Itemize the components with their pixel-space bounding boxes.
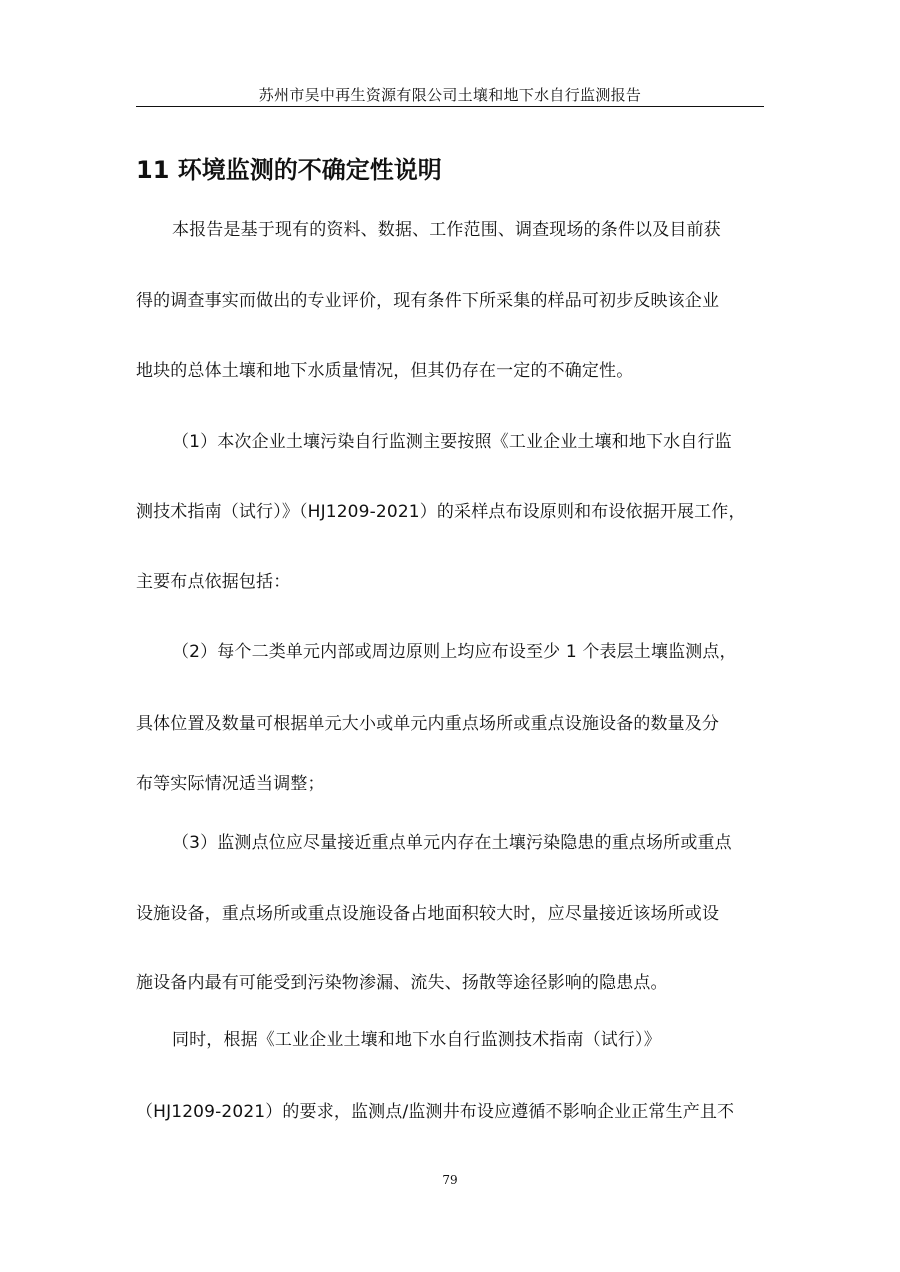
body-line-8: 具体位置及数量可根据单元大小或单元内重点场所或重点设施设备的数量及分 <box>136 714 720 734</box>
header-rule <box>136 106 764 107</box>
body-line-9: 布等实际情况适当调整； <box>136 774 325 794</box>
section-title: 11 环境监测的不确定性说明 <box>136 156 442 184</box>
body-line-10: （3）监测点位应尽量接近重点单元内存在土壤污染隐患的重点场所或重点 <box>172 833 732 853</box>
body-line-4: （1）本次企业土壤污染自行监测主要按照《工业企业土壤和地下水自行监 <box>172 432 732 452</box>
page-number: 79 <box>442 1173 458 1187</box>
body-line-1: 本报告是基于现有的资料、数据、工作范围、调查现场的条件以及目前获 <box>172 220 721 240</box>
body-line-7: （2）每个二类单元内部或周边原则上均应布设至少 1 个表层土壤监测点， <box>172 642 737 662</box>
body-line-14: （HJ1209-2021）的要求，监测点/监测井布设应遵循不影响企业正常生产且不 <box>136 1102 735 1122</box>
body-line-12: 施设备内最有可能受到污染物渗漏、流失、扬散等途径影响的隐患点。 <box>136 973 668 993</box>
body-line-11: 设施设备，重点场所或重点设施设备占地面积较大时，应尽量接近该场所或设 <box>136 904 720 924</box>
body-line-3: 地块的总体土壤和地下水质量情况，但其仍存在一定的不确定性。 <box>136 361 634 381</box>
body-line-13: 同时，根据《工业企业土壤和地下水自行监测技术指南（试行）》 <box>172 1030 661 1050</box>
body-line-5: 测技术指南（试行）》（HJ1209-2021）的采样点布设原则和布设依据开展工作， <box>136 502 746 522</box>
body-line-2: 得的调查事实而做出的专业评价，现有条件下所采集的样品可初步反映该企业 <box>136 291 720 311</box>
body-line-6: 主要布点依据包括： <box>136 572 291 592</box>
page-header: 苏州市吴中再生资源有限公司土壤和地下水自行监测报告 <box>258 86 642 104</box>
